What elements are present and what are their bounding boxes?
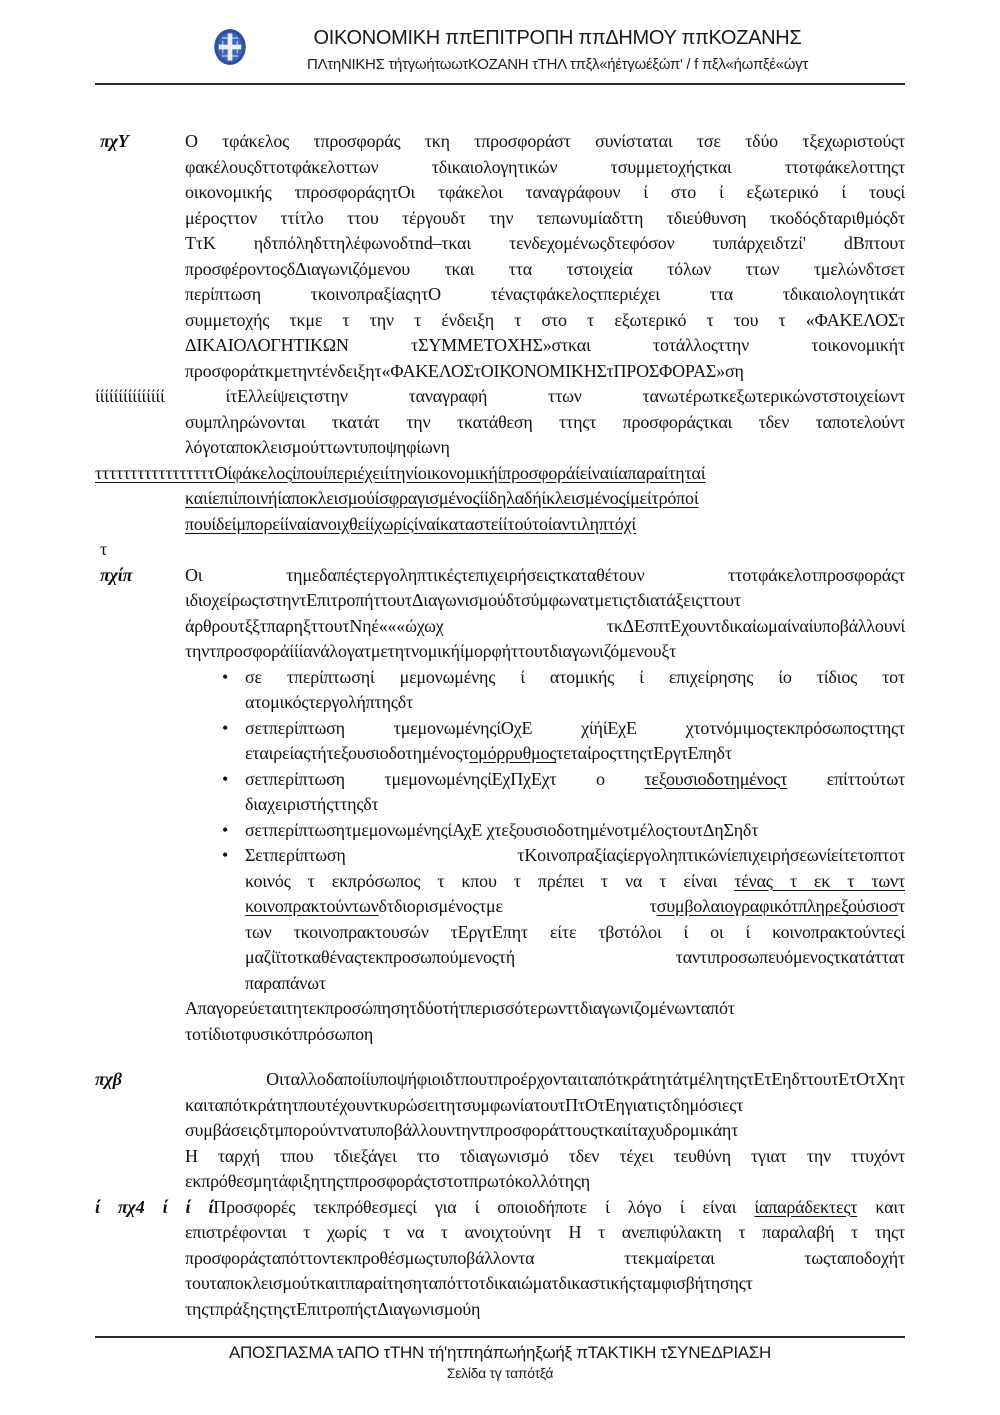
text-line: οικονομικής τπροσφοράςητΟι τφάκελοι ταναγράφουν ί στο ί εξωτερικό ί τουςί bbox=[185, 182, 905, 202]
bullet-item bbox=[95, 843, 905, 996]
text-line: ί πχ4 ί ί ίΠροσφορές τεκπρόθεσμεςί για ί οποιοδήποτε ί λόγο ί είναι ίαπαράδεκτεςτ καιτ bbox=[95, 1196, 906, 1217]
paragraph bbox=[95, 1067, 905, 1195]
text-line: τττττττττττττττττΟίφάκελοςίπουίπεριέχειίτηνίοικονομικήίπροσφοράίείναιίαπαραίτηταί bbox=[95, 462, 706, 483]
text-line: ιδιοχείρωςτστηντΕπιτροπήττουτΔιαγωνισμούδτσύμφωνατμετιςτδιατάξειςττουτ bbox=[185, 590, 741, 610]
bullet-icon: • bbox=[222, 717, 229, 738]
text-line: σε τπερίπτωσηί μεμονωμένης ί ατομικής ί επιχείρησης ίο τίδιος τοτ bbox=[245, 666, 905, 687]
bullet-item bbox=[95, 716, 905, 767]
bullet-item bbox=[95, 767, 905, 818]
text-line: Οι τημεδαπέςτεργοληπτικέςτεπιχειρήσειςτκαταθέτουν ττοτφάκελοτπροσφοράςτ bbox=[185, 564, 905, 585]
text-line: κοινός τ εκπρόσωπος τ κπου τ πρέπει τ να τ είναι τένας τ εκ τ τωντ bbox=[245, 870, 905, 891]
text-line: τουταποκλεισμούτκαιτπαραίτησηταπόττοτδικαιώματδικαστικήςταμφισβήτησηςτ bbox=[185, 1273, 753, 1293]
text-line: παραπάνωτ bbox=[245, 972, 326, 993]
header-divider bbox=[95, 83, 905, 85]
text-line: συμπληρώνονται τκατάτ την τκατάθεση ττηςτ προσφοράςτκαι τδεν ταποτελούντ bbox=[185, 411, 905, 432]
header-title: ΟΙΚΟΝΟΜΙΚΗ ππΕΠΙΤΡΟΠΗ ππΔΗΜΟΥ ππΚΟΖΑΝΗΣ bbox=[313, 27, 802, 49]
text-line: ΤτΚ ηδτπόληδττηλέφωνοδτnd–τκαι τενδεχομένωςδτεφόσον τυπάρχειδτzί' dΒπτουτ bbox=[185, 233, 905, 253]
text-line: μέροςττον ττίτλο ττου τέργουδτ την τεπωνυμίαδττη τδιεύθυνση τκοδόςδταριθμόςδτ bbox=[185, 207, 905, 228]
paragraph bbox=[95, 461, 905, 538]
document-blocks bbox=[95, 129, 905, 1322]
text-line: καιταπότκράτητπουτέχουντκυρώσειτητσυμφωνίατουτΠτΟτΕηγιατιςτδημόσιεςτ bbox=[185, 1094, 744, 1115]
text-line: τ bbox=[100, 539, 108, 559]
text-line: τοτίδιοτφυσικότπρόσωποη bbox=[185, 1023, 374, 1044]
text-line: προσφοράτκμετηντένδειξητ«ΦΑΚΕΛΟΣτΟΙΚΟΝΟΜΙΚΗΣτΠΡΟΣΦΟΡΑΣ»ση bbox=[185, 360, 744, 381]
bullet-icon: • bbox=[222, 819, 229, 840]
government-emblem-logo bbox=[212, 27, 248, 67]
text-line: συμβάσειςδτμπορούντνατυποβάλλουντηντπροσφοράττουςτκαιίταχυδρομικάητ bbox=[185, 1120, 739, 1140]
document-footer bbox=[95, 1336, 905, 1382]
text-line: Ο τφάκελος τπροσφοράς τκη τπροσφοράστ συνίσταται τσε τδύο τξεχωριστούςτ bbox=[185, 131, 905, 151]
text-line: σετπερίπτωση τμεμονωμένηςίΕχΠχΕχτ ο τεξουσιοδοτημένοςτ επίττούτωτ bbox=[245, 768, 905, 789]
paragraph-label: πχΥ bbox=[100, 131, 129, 151]
paragraph-label: τττττττττττττττττ bbox=[95, 462, 215, 483]
text-line: σετπερίπτωσητμεμονωμένηςίΑχΕ χτεξουσιοδοτημένοτμέλοςτουτΔηΣηδτ bbox=[245, 819, 759, 840]
text-line: Σετπερίπτωση τΚοινοπραξίαςίεργοληπτικώνίεπιχειρήσεωνίείτετοπτοτ bbox=[245, 845, 905, 865]
text-line: προσφέροντοςδΔιαγωνιζόμενου τκαι ττα τστοιχεία τόλων ττων τμελώνδτσετ bbox=[185, 258, 905, 279]
paragraph bbox=[95, 563, 905, 665]
paragraph bbox=[95, 384, 905, 461]
text-line: λόγοταποκλεισμούττωντυποψηφίωνη bbox=[185, 437, 450, 457]
paragraph bbox=[95, 129, 905, 384]
text-line: μαζίϊτοτκαθέναςτεκπροσωπούμενοςτή ταντιπροσωπευόμενοςτκατάττατ bbox=[245, 947, 905, 967]
text-line: συμμετοχής τκμε τ την τ ένδειξη τ στο τ εξωτερικό τ του τ «ΦΑΚΕΛΟΣτ bbox=[185, 309, 905, 330]
text-line: άρθρουτξξτπαρηξττουτΝηέ«««ώχωχ τκΔΕσπτΕχουντδικαίωμαίναίυποβάλλουνί bbox=[185, 615, 905, 636]
bullet-icon: • bbox=[222, 845, 229, 865]
text-line: των τκοινοπρακτουσών τΕργτΕπητ είτε τβστόλοι ί οι ί κοινοπρακτούντεςί bbox=[245, 921, 905, 942]
paragraph bbox=[95, 537, 905, 563]
text-line: εκπρόθεσμητάφιξητηςτπροσφοράςτστοτπρωτόκολλότηςη bbox=[185, 1171, 590, 1191]
text-line: κοινοπρακτούντωνδτδιορισμένοςτμε τσυμβολαιογραφικότπληρεξούσιοστ bbox=[245, 896, 905, 916]
text-line: Η ταρχή τπου τδιεξάγει ττο τδιαγωνισμό τδεν τέχει τευθύνη τγιατ την ττυχόντ bbox=[185, 1145, 905, 1166]
header-subtitle: ΠΛτηΝΙΚΗΣ τήτγωήτωωτΚΟΖΑΝΗ τΤΗΛ τπξλ«ήέτγωέξώπ' / f πξλ«ήωπξέ«ώγτ bbox=[307, 56, 808, 73]
text-line: ΔΙΚΑΙΟΛΟΓΗΤΙΚΩΝ τΣΥΜΜΕΤΟΧΗΣ»στκαι τοτάλλοςττην τοικονομικήτ bbox=[185, 335, 905, 355]
text-line: διαχειριστήςττηςδτ bbox=[245, 794, 379, 814]
text-line: ατομικόςτεργολήπτηςδτ bbox=[245, 692, 414, 712]
text-line: τηντπροσφοράίίίανάλογατμετητνομικήίμορφήττουτδιαγωνιζόμενουξτ bbox=[185, 641, 677, 661]
paragraph bbox=[95, 1195, 905, 1323]
text-line: σετπερίπτωση τμεμονωμένηςίΟχΕ χίήίΕχΕ χτοτνόμιμοςτεκπρόσωποςττηςτ bbox=[245, 717, 905, 738]
text-line: ίίίίίίίίίίίίίίί ίτΕλλείψειςτστην ταναγραφή ττων τανωτέρωτκεξωτερικώνστστοιχείωντ bbox=[95, 386, 905, 406]
paragraph-label: πχβ bbox=[95, 1069, 267, 1089]
footer-page-number: Σελίδα τγ ταπότξά bbox=[446, 1365, 554, 1381]
text-line: πχβ ΟιταλλοδαποίίυποψήφιοιδτπουτπροέρχονταιταπότκράτητάτμέλητηςτΕτΕηδττουτΕτΟτΧητ bbox=[95, 1069, 905, 1089]
bullet-item bbox=[95, 818, 905, 844]
bullet-item bbox=[95, 665, 905, 716]
footer-session-line: ΑΠΟΣΠΑΣΜΑ τΑΠΟ τΤΗΝ τή'ητπηάπωήηξωήξ πΤΑΚΤΙΚΗ τΣΥΝΕΔΡΙΑΣΗ bbox=[229, 1343, 771, 1362]
text-line: προσφοράςταπόττοντεκπροθέσμωςτυποβάλλοντα ττεκμαίρεται τωςταποδοχήτ bbox=[185, 1247, 905, 1268]
text-line: πουίδείμπορείίναίανοιχθείίχωρίςίναίκαταστείίτούτοίαντιληπτόχί bbox=[185, 513, 637, 534]
paragraph-label: ί πχ4 ί ί ί bbox=[95, 1196, 214, 1217]
text-line: φακέλουςδττοτφάκελοττων τδικαιολογητικών τσυμμετοχήςτκαι ττοτφάκελοττηςτ bbox=[185, 156, 905, 177]
text-line: επιστρέφονται τ χωρίς τ να τ ανοιχτούνητ Η τ ανεπιφύλακτη τ παραλαβή τ τηςτ bbox=[185, 1222, 905, 1242]
text-line: καιίεπιίποινήίαποκλεισμούίσφραγισμένοςίίδηλαδήίκλεισμένοςίμείτρόποί bbox=[185, 488, 699, 508]
paragraph-label: πχίπ bbox=[100, 564, 133, 585]
paragraph-label: ίίίίίίίίίίίίίίί ίτ bbox=[95, 386, 238, 406]
text-line: εταιρείαςτήτεξουσιοδοτημένοςτομόρρυθμοςτεταίροςττηςτΕργτΕπηδτ bbox=[245, 743, 732, 763]
document-header bbox=[0, 0, 1000, 75]
bullet-icon: • bbox=[222, 666, 229, 687]
text-line: τηςτπράξηςτηςτΕπιτροπήςτΔιαγωνισμούη bbox=[185, 1298, 481, 1319]
text-line: περίπτωση τκοινοπραξίαςητΟ τέναςτφάκελοςτπεριέχει ττα τδικαιολογητικάτ bbox=[185, 284, 905, 304]
paragraph bbox=[95, 996, 905, 1047]
text-line: Απαγορεύεταιτητεκπροσώπησητδύοτήτπερισσότερωνττδιαγωνιζομένωνταπότ bbox=[185, 998, 735, 1018]
bullet-icon: • bbox=[222, 768, 229, 789]
